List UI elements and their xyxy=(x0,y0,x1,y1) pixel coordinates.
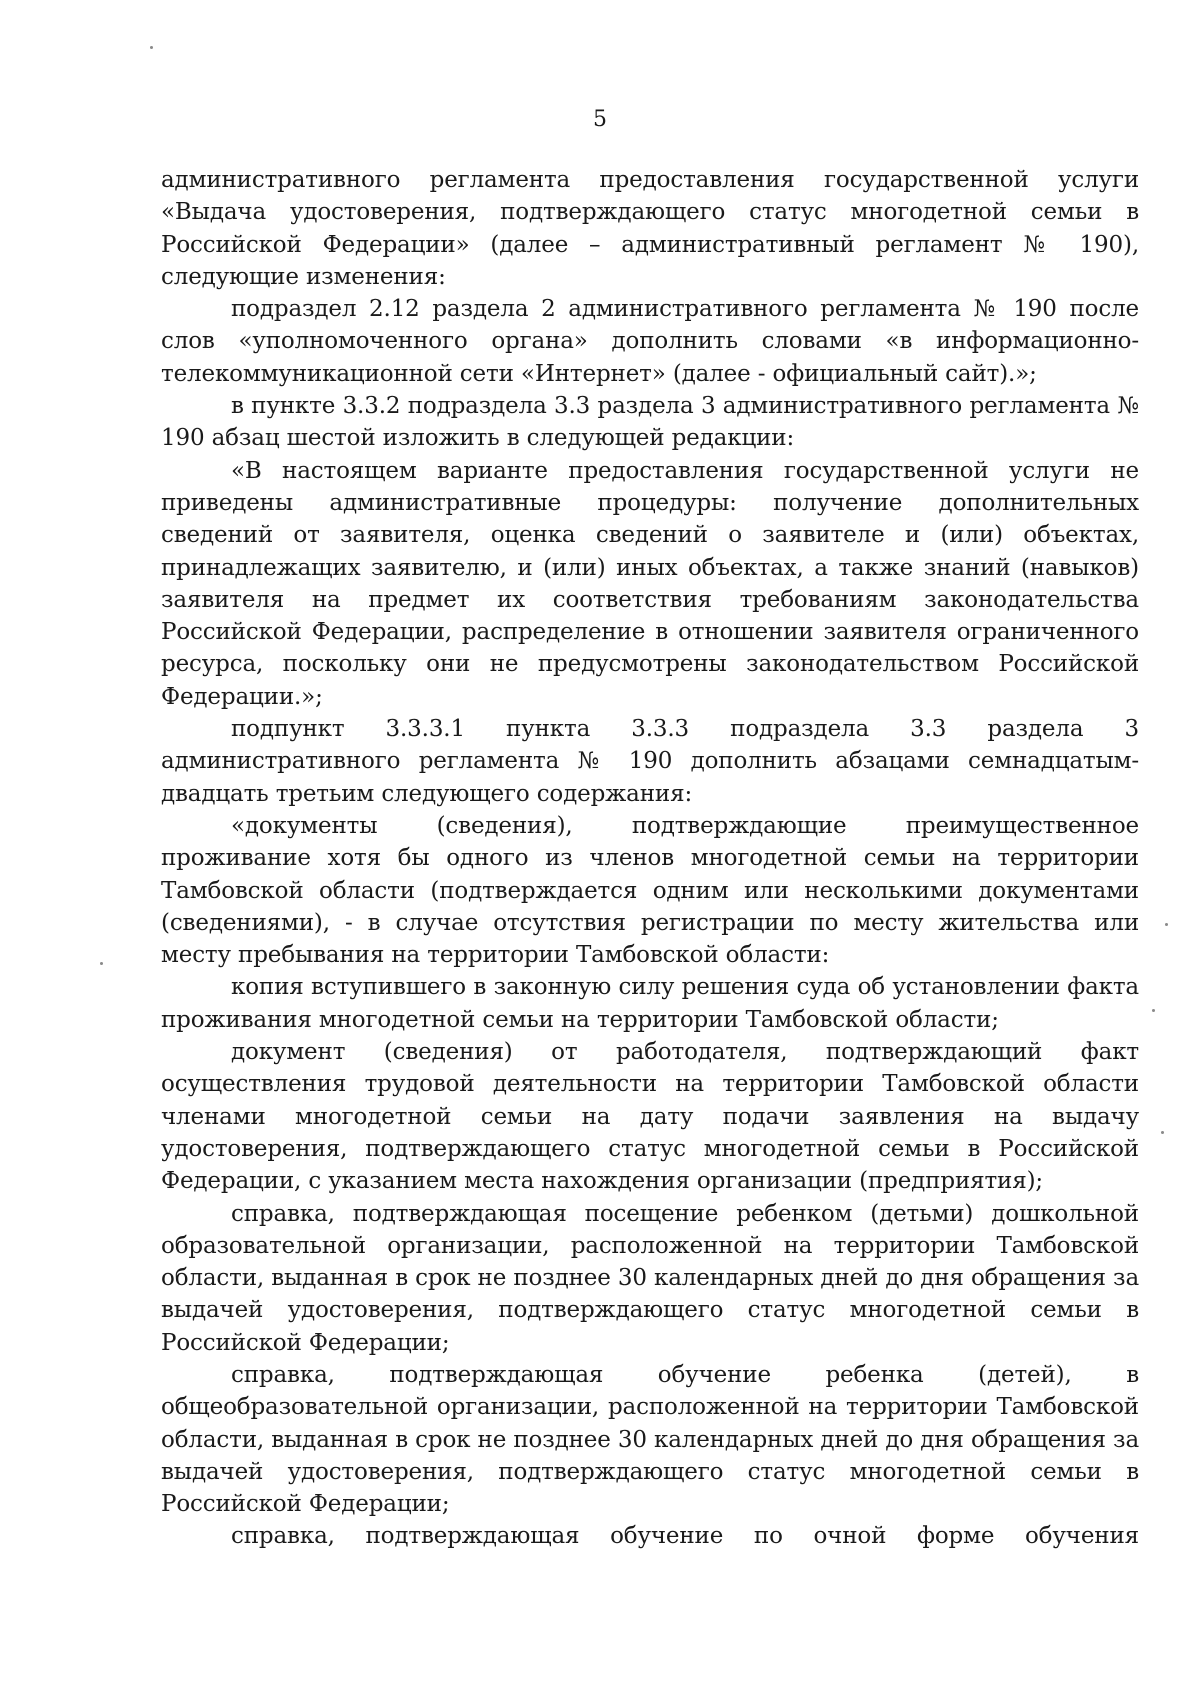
scan-speck xyxy=(1165,923,1168,926)
paragraph-regulation-intro: административного регламента предоставления государственной услуги «Выдача удостоверения, подтверждающего статус многодетной семьи в Российской Федерации» (далее – административный регламент № 190), следующие изменения: xyxy=(161,167,1139,290)
scan-speck xyxy=(1152,1009,1155,1012)
paragraph-new-wording: «В настоящем варианте предоставления государственной услуги не приведены административные процедуры: получение дополнительных сведений от заявителя, оценка сведений о заявителе и (или) объектах, принадлежащих заявителю, и (или) иных объектах, а также знаний (навыков) заявителя на предмет их соответствия требованиям законодательства Российской Федерации, распределение в отношении заявителя ограниченного ресурса, поскольку они не предусмотрены законодательством Российской Федерации.»; xyxy=(161,457,1139,710)
paragraph-subitem-3-3-3-1: подпункт 3.3.3.1 пункта 3.3.3 подраздела 3.3 раздела 3 административного регламента № 190 дополнить абзацами семнадцатым-двадцать третьим следующего содержания: xyxy=(161,716,1139,807)
paragraph-school-certificate: справка, подтверждающая обучение ребенка (детей), в общеобразовательной организации, расположенной на территории Тамбовской области, выданная в срок не позднее 30 календарных дней до дня обращения за выдачей удостоверения, подтверждающего статус многодетной семьи в Российской Федерации; xyxy=(161,1361,1140,1518)
paragraph-subsection-2-12: подраздел 2.12 раздела 2 административного регламента № 190 после слов «уполномоченного органа» дополнить словами «в информационно-телекоммуникационной сети «Интернет» (далее - официальный сайт).»; xyxy=(161,296,1139,387)
scan-speck xyxy=(150,46,153,49)
scan-speck xyxy=(100,962,103,965)
paragraph-preschool-certificate: справка, подтверждающая посещение ребенком (детьми) дошкольной образовательной организации, расположенной на территории Тамбовской области, выданная в срок не позднее 30 календарных дней до дня обращения за выдачей удостоверения, подтверждающего статус многодетной семьи в Российской Федерации; xyxy=(161,1200,1140,1356)
paragraph-court-decision: копия вступившего в законную силу решения суда об установлении факта проживания многодетной семьи на территории Тамбовской области; xyxy=(161,974,1139,1033)
paragraph-item-3-3-2: в пункте 3.3.2 подраздела 3.3 раздела 3 административного регламента № 190 абзац шестой изложить в следующей редакции: xyxy=(161,393,1139,452)
scan-speck xyxy=(1161,1131,1164,1134)
paragraph-fulltime-study-certificate: справка, подтверждающая обучение по очной форме обучения xyxy=(231,1523,1139,1550)
paragraph-residence-documents: «документы (сведения), подтверждающие преимущественное проживание хотя бы одного из членов многодетной семьи на территории Тамбовской области (подтверждается одним или несколькими документами (сведениями), - в случае отсутствия регистрации по месту жительства или месту пребывания на территории Тамбовской области: xyxy=(161,812,1139,969)
document-body xyxy=(161,164,1139,1553)
paragraph-employer-document: документ (сведения) от работодателя, подтверждающий факт осуществления трудовой деятельности на территории Тамбовской области членами многодетной семьи на дату подачи заявления на выдачу удостоверения, подтверждающего статус многодетной семьи в Российской Федерации, с указанием места нахождения организации (предприятия); xyxy=(161,1039,1139,1195)
page-number: 5 xyxy=(593,107,607,132)
